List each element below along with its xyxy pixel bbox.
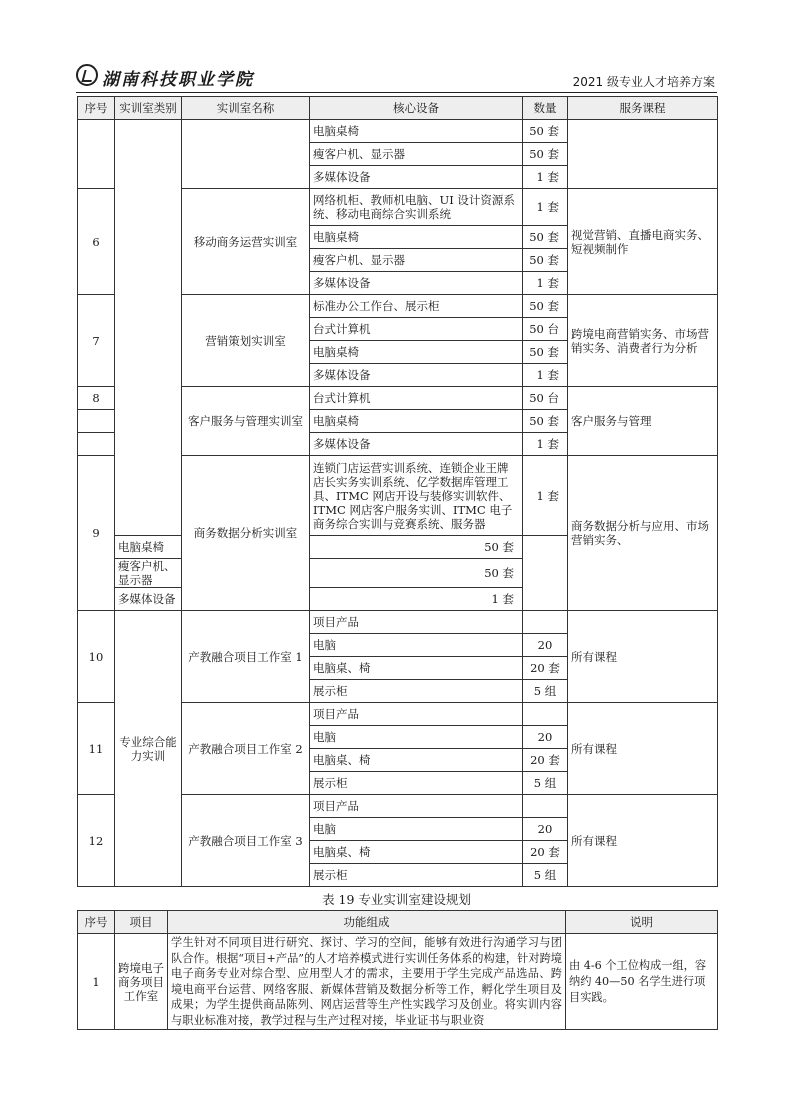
equipment-cell: 多媒体设备: [115, 588, 182, 611]
quantity-cell: [523, 611, 568, 634]
school-logo-icon: [76, 64, 98, 86]
header-cell: 实训室名称: [182, 97, 310, 120]
course-cell: 跨境电商营销实务、市场营销实务、消费者行为分析: [568, 295, 718, 387]
table-caption: 表 19 专业实训室建设规划: [322, 892, 471, 907]
equipment-cell: 项目产品: [310, 611, 523, 634]
equipment-cell: 展示柜: [310, 772, 523, 795]
quantity-cell: 1 套: [523, 456, 568, 536]
header-cell: 核心设备: [310, 97, 523, 120]
header-cell: 功能组成: [168, 911, 566, 934]
course-cell: 视觉营销、直播电商实务、短视频制作: [568, 189, 718, 295]
row-number: 11: [78, 703, 115, 795]
quantity-cell: 50 台: [523, 387, 568, 410]
page-header: [76, 64, 717, 93]
equipment-cell: 项目产品: [310, 795, 523, 818]
quantity-cell: 5 组: [523, 680, 568, 703]
header-cell: 实训室类别: [115, 97, 182, 120]
course-cell: 所有课程: [568, 795, 718, 887]
equipment-cell: 多媒体设备: [310, 166, 523, 189]
header-cell: 数量: [523, 97, 568, 120]
course-cell: 所有课程: [568, 611, 718, 703]
equipment-cell: 瘦客户机、显示器: [310, 143, 523, 166]
course-cell: 所有课程: [568, 703, 718, 795]
quantity-cell: 20 套: [523, 841, 568, 864]
lab-name: 客户服务与管理实训室: [182, 387, 310, 456]
quantity-cell: 5 组: [523, 864, 568, 887]
table-row: [78, 611, 718, 634]
row-number: 6: [78, 189, 115, 295]
quantity-cell: 20: [523, 818, 568, 841]
header-cell: 序号: [78, 97, 115, 120]
quantity-cell: 50 套: [523, 249, 568, 272]
equipment-cell: 展示柜: [310, 864, 523, 887]
equipment-cell: 电脑桌椅: [115, 536, 182, 559]
table-row: [78, 934, 718, 1030]
equipment-cell: 电脑: [310, 634, 523, 657]
equipment-cell: 瘦客户机、显示器: [310, 249, 523, 272]
header-cell: 序号: [78, 911, 115, 934]
equipment-cell: 台式计算机: [310, 387, 523, 410]
lab-name: 商务数据分析实训室: [182, 456, 310, 611]
quantity-cell: [523, 795, 568, 818]
equipment-cell: 电脑桌椅: [310, 410, 523, 433]
lab-name: 移动商务运营实训室: [182, 189, 310, 295]
equipment-cell: 连锁门店运营实训系统、连锁企业王牌店长实务实训系统、亿学数据库管理工具、ITMC 网店开设与装修实训软件、ITMC 网店客户服务实训、ITMC 电子商务综合实训与竞赛系统、服务器: [310, 456, 523, 536]
quantity-cell: 1 套: [523, 364, 568, 387]
table-header-row: [78, 97, 718, 120]
quantity-cell: [523, 703, 568, 726]
lab-equipment-table: [77, 96, 718, 887]
quantity-cell: 20: [523, 634, 568, 657]
row-number: 8: [78, 387, 115, 410]
lab-category: 专业综合能力实训: [115, 611, 182, 887]
function-description: 学生针对不同项目进行研究、探讨、学习的空间，能够有效进行沟通学习与团队合作。根据“项目+产品”的人才培养模式进行实训任务体系的构建，针对跨境电子商务专业对综合型、应用型人才的需求，主要用于学生完成产品选品、跨境电商平台运营、网络客服、新媒体营销及数据分析等工作，孵化学生项目及成果；为学生提供商品陈列、网店运营等生产性实践学习及创业。将实训内容与职业标准对接，教学过程与生产过程对接，毕业证书与职业资: [168, 934, 566, 1030]
equipment-cell: 瘦客户机、显示器: [115, 559, 182, 588]
course-cell: 商务数据分析与应用、市场营销实务、: [568, 456, 718, 611]
quantity-cell: 50 台: [523, 318, 568, 341]
school-name: 湖南科技职业学院: [102, 70, 254, 90]
equipment-cell: 网络机柜、教师机电脑、UI 设计资源系统、移动电商综合实训系统: [310, 189, 523, 226]
course-cell: 客户服务与管理: [568, 387, 718, 456]
header-cell: 服务课程: [568, 97, 718, 120]
quantity-cell: 50 套: [523, 226, 568, 249]
row-number: 9: [78, 456, 115, 611]
equipment-cell: 电脑桌椅: [310, 341, 523, 364]
equipment-cell: 多媒体设备: [310, 272, 523, 295]
lab-name: 产教融合项目工作室 3: [182, 795, 310, 887]
quantity-cell: 50 套: [523, 341, 568, 364]
project-name: 跨境电子商务项目工作室: [115, 934, 168, 1030]
equipment-cell: 标准办公工作台、展示柜: [310, 295, 523, 318]
quantity-cell: 20 套: [523, 749, 568, 772]
table-row: [78, 120, 718, 143]
header-cell: 项目: [115, 911, 168, 934]
equipment-cell: 多媒体设备: [310, 433, 523, 456]
quantity-cell: 20 套: [523, 657, 568, 680]
equipment-cell: 项目产品: [310, 703, 523, 726]
lab-name: 产教融合项目工作室 2: [182, 703, 310, 795]
equipment-cell: 电脑桌、椅: [310, 657, 523, 680]
equipment-cell: 多媒体设备: [310, 364, 523, 387]
row-number: 7: [78, 295, 115, 387]
row-number: 12: [78, 795, 115, 887]
quantity-cell: 50 套: [310, 536, 523, 559]
row-number: 10: [78, 611, 115, 703]
lab-name: 营销策划实训室: [182, 295, 310, 387]
lab-name: 产教融合项目工作室 1: [182, 611, 310, 703]
quantity-cell: 1 套: [523, 189, 568, 226]
equipment-cell: 电脑桌、椅: [310, 841, 523, 864]
equipment-cell: 电脑桌椅: [310, 226, 523, 249]
quantity-cell: 1 套: [523, 166, 568, 189]
quantity-cell: 50 套: [523, 143, 568, 166]
note-cell: 由 4-6 个工位构成一组，容纳约 40—50 名学生进行项目实践。: [566, 934, 718, 1030]
quantity-cell: 50 套: [523, 120, 568, 143]
quantity-cell: 50 套: [523, 410, 568, 433]
quantity-cell: 50 套: [310, 559, 523, 588]
equipment-cell: 台式计算机: [310, 318, 523, 341]
equipment-cell: 展示柜: [310, 680, 523, 703]
quantity-cell: 20: [523, 726, 568, 749]
equipment-cell: 电脑桌、椅: [310, 749, 523, 772]
quantity-cell: 1 套: [310, 588, 523, 611]
quantity-cell: 1 套: [523, 433, 568, 456]
equipment-cell: 电脑桌椅: [310, 120, 523, 143]
header-cell: 说明: [566, 911, 718, 934]
row-number: 1: [78, 934, 115, 1030]
document-title: 2021 级专业人才培养方案: [572, 75, 715, 89]
table-header-row: [78, 911, 718, 934]
quantity-cell: 1 套: [523, 272, 568, 295]
quantity-cell: 50 套: [523, 295, 568, 318]
equipment-cell: 电脑: [310, 818, 523, 841]
quantity-cell: 5 组: [523, 772, 568, 795]
equipment-cell: 电脑: [310, 726, 523, 749]
project-studio-table: [77, 910, 718, 1030]
